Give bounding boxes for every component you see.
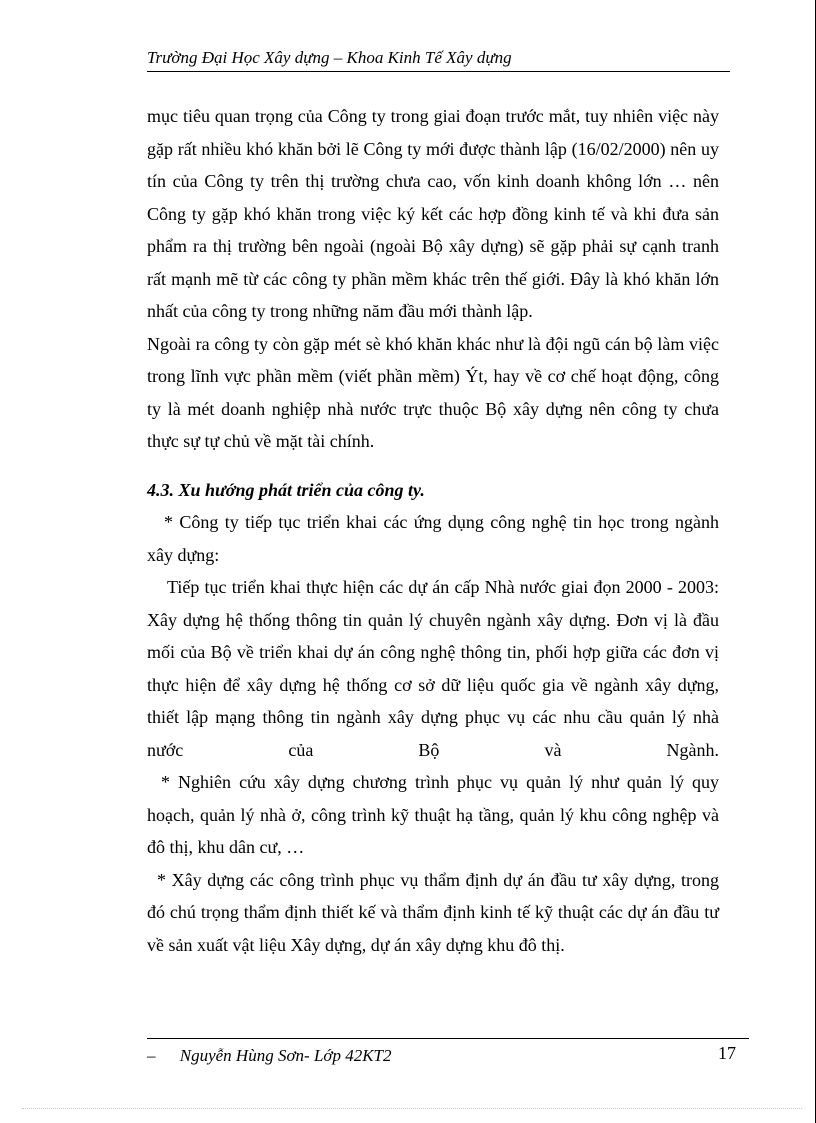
footer-divider xyxy=(147,1038,749,1039)
paragraph-difficulties: mục tiêu quan trọng của Công ty trong giai đoạn trước mắt, tuy nhiên việc này gặp rất nhiều khó khăn bởi lẽ Công ty mới được thành lập (16/02/2000) nên uy tín của Công ty trên thị trường chưa cao, vốn kinh doanh không lớn … nên Công ty gặp khó khăn trong việc ký kết các hợp đồng kinh tế và khi đưa sản phẩm ra thị trường bên ngoài (ngoài Bộ xây dựng) sẽ gặp phải sự cạnh tranh rất mạnh mẽ từ các công ty phần mềm khác trên thế giới. Đây là khó khăn lớn nhất của công ty trong những năm đầu mới thành lập. xyxy=(147,106,719,321)
paragraph-management-programs: * Nghiên cứu xây dựng chương trình phục vụ quản lý như quản lý quy hoạch, quản lý nhà ở, công trình kỹ thuật hạ tầng, quản lý khu công nghệp và đô thị, khu dân cư, … xyxy=(147,772,719,857)
paragraph-other-difficulties: Ngoài ra công ty còn gặp mét sè khó khăn khác như là đội ngũ cán bộ làm việc trong lĩnh vực phần mềm (viết phần mềm) Ýt, hay về cơ chế hoạt động, công ty là mét doanh nghiệp nhà nước trực thuộc Bộ xây dựng nên công ty chưa thực sự tự chủ về mặt tài chính. xyxy=(147,333,719,451)
paragraph-state-projects: Tiếp tục triển khai thực hiện các dự án cấp Nhà nước giai đọn 2000 - 2003: Xây dựng hệ thống thông tin quản lý chuyên ngành xây dựng. Đơn vị là đầu mối của Bộ về triển khai dự án công nghệ thông tin, phối hợp giữa các đơn vị thực hiện để xây dựng hệ thống cơ sở dữ liệu quốc gia về ngành xây dựng, thiết lập mạng thông tin ngành xây dựng phục vụ các nhu cầu quản lý nhà nước của Bộ và Ngành. xyxy=(147,577,719,760)
footer-author: Nguyễn Hùng Sơn- Lớp 42KT2 xyxy=(179,1046,392,1065)
document-body xyxy=(147,100,719,961)
footer-dash: – xyxy=(147,1046,156,1065)
paragraph-appraisal-works: * Xây dựng các công trình phục vụ thẩm định dự án đầu tư xây dựng, trong đó chú trọng thẩm định thiết kế và thẩm định kinh tế kỹ thuật các dự án đầu tư về sản xuất vật liệu Xây dựng, dự án xây dựng khu đô thị. xyxy=(147,869,719,955)
page-footer xyxy=(147,1045,392,1067)
page-header: Trường Đại Học Xây dựng – Khoa Kinh Tế Xây dựng xyxy=(147,46,730,72)
paragraph-it-applications: * Công ty tiếp tục triển khai các ứng dụng công nghệ tin học trong ngành xây dựng: xyxy=(147,512,719,565)
page-number: 17 xyxy=(718,1043,736,1063)
page-bottom-edge xyxy=(22,1108,802,1109)
section-heading: 4.3. Xu hướng phát triển của công ty. xyxy=(147,479,425,500)
